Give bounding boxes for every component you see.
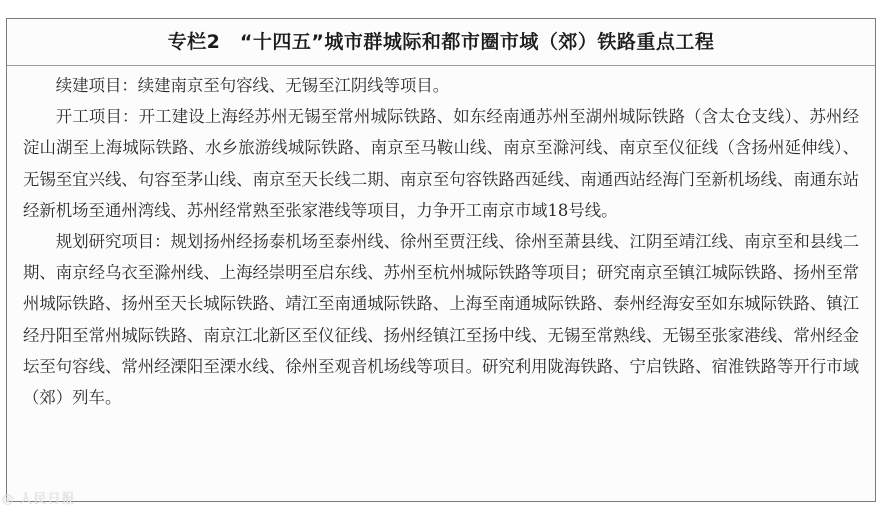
watermark-text: 人民日报	[19, 492, 76, 507]
paragraph-planned-projects: 规划研究项目：规划扬州经扬泰机场至泰州线、徐州至贾汪线、徐州至萧县线、江阴至靖江线、南京至和县线二期、南京经乌衣至滁州线、上海经崇明至启东线、苏州至杭州城际铁路等项目；研究南京至镇江城际铁路、扬州至常州城际铁路、扬州至天长城际铁路、靖江至南通城际铁路、上海至南通城际铁路、泰州经海安至如东城际铁路、镇江经丹阳至常州城际铁路、南京江北新区至仪征线、扬州经镇江至扬中线、无锡至常熟线、无锡至张家港线、常州经金坛至句容线、常州经溧阳至溧水线、徐州至观音机场线等项目。研究利用陇海铁路、宁启铁路、宿淮铁路等开行市域（郊）列车。	[23, 232, 859, 408]
paragraph-continued-projects: 续建项目：续建南京至句容线、无锡至江阴线等项目。	[55, 76, 450, 95]
watermark-icon: ◎	[2, 492, 20, 507]
column-body	[7, 66, 875, 413]
column-title: 专栏2 “十四五”城市群城际和都市圈市域（郊）铁路重点工程	[7, 19, 875, 66]
paragraph-new-projects: 开工项目：开工建设上海经苏州无锡至常州城际铁路、如东经南通苏州至湖州城际铁路（含太仓支线）、苏州经淀山湖至上海城际铁路、水乡旅游线城际铁路、南京至马鞍山线、南京至滁河线、南京至仪征线（含扬州延伸线）、无锡至宜兴线、句容至茅山线、南京至天长线二期、南京至句容铁路西延线、南通西站经海门至新机场线、南通东站经新机场至通州湾线、苏州经常熟至张家港线等项目，力争开工南京市域18号线。	[23, 107, 859, 220]
column-box	[6, 18, 876, 502]
watermark-logo	[2, 488, 76, 507]
